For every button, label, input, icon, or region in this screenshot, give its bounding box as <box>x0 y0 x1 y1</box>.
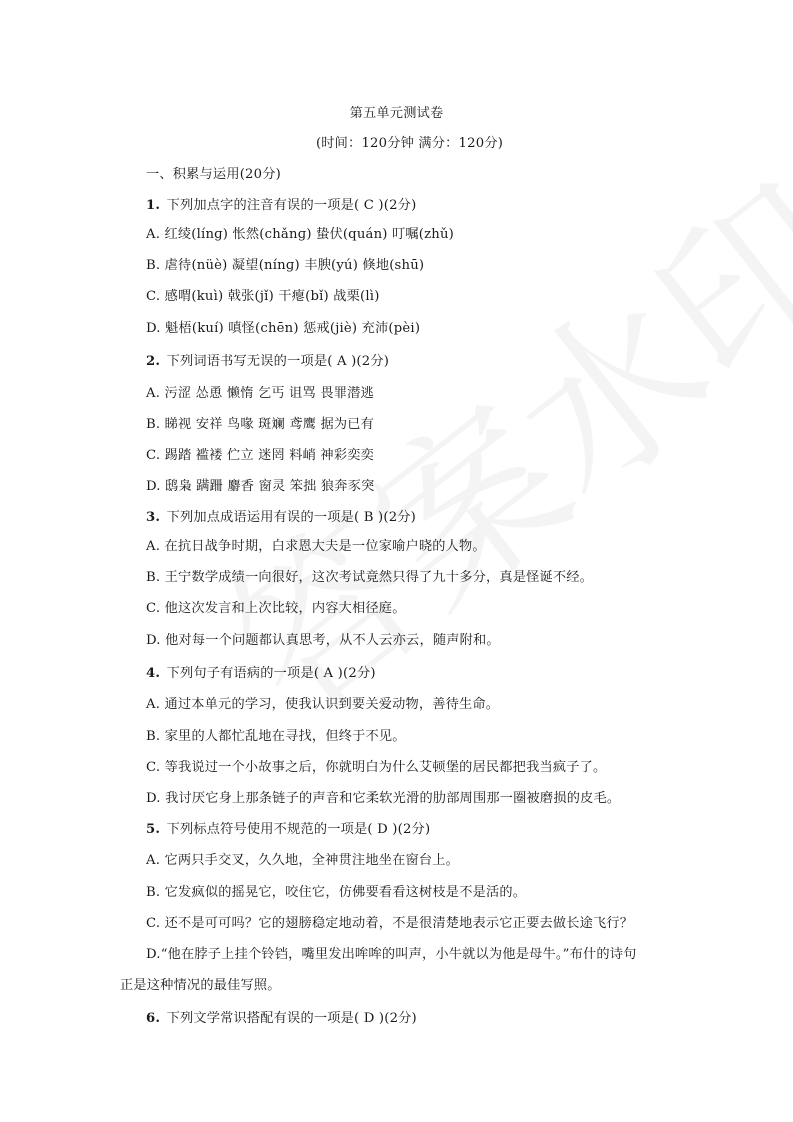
question-4-stem <box>146 665 376 683</box>
q2-option-a: A. 污涩 怂恿 懒惰 乞丐 诅骂 畏罪潜逃 <box>146 386 374 401</box>
question-number: 1. <box>146 198 161 213</box>
q5-option-d-line-1: D.“他在脖子上挂个铃铛，嘴里发出哞哞的叫声，小牛就以为他是母牛。”布什的诗句 <box>146 947 637 962</box>
question-number: 3. <box>146 510 161 525</box>
question-number: 2. <box>146 354 161 369</box>
q3-option-a: A. 在抗日战争时期，白求恩大夫是一位家喻户晓的人物。 <box>146 539 486 554</box>
question-text: 下列标点符号使用不规范的一项是( D )(2分) <box>162 822 431 837</box>
q1-option-b: B. 虐待(nüè) 凝望(nínɡ) 丰腴(yú) 倏地(shū) <box>146 258 425 273</box>
q1-option-a: A. 红绫(línɡ) 怅然(chǎnɡ) 蛰伏(quán) 叮嘱(zhǔ) <box>146 227 455 242</box>
q4-option-c: C. 等我说过一个小故事之后，你就明白为什么艾顿堡的居民都把我当疯子了。 <box>146 760 607 775</box>
q5-option-b: B. 它发疯似的摇晃它，咬住它，仿佛要看看这树枝是不是活的。 <box>146 885 527 900</box>
question-2-stem <box>146 353 389 371</box>
q5-option-a: A. 它两只手交叉，久久地，全神贯注地坐在窗台上。 <box>146 853 460 868</box>
q2-option-b: B. 睇视 安祥 鸟喙 斑斓 鸢鹰 据为已有 <box>146 417 375 432</box>
question-number: 5. <box>146 822 161 837</box>
exam-info: (时间：120分钟 满分：120分) <box>315 136 504 151</box>
q1-option-d: D. 魁梧(kuí) 嗔怪(chēn) 惩戒(jiè) 充沛(pèi) <box>146 321 421 336</box>
q4-option-a: A. 通过本单元的学习，使我认识到要关爱动物，善待生命。 <box>146 697 500 712</box>
question-text: 下列词语书写无误的一项是( A )(2分) <box>162 354 390 369</box>
page-title: 第五单元测试卷 <box>349 106 444 121</box>
q2-option-d: D. 鸱枭 蹒跚 麝香 窗灵 笨拙 狼奔豕突 <box>146 479 375 494</box>
question-number: 6. <box>146 1011 161 1026</box>
question-text: 下列加点字的注音有误的一项是( C )(2分) <box>162 198 417 213</box>
question-5-stem <box>146 821 430 839</box>
question-text: 下列加点成语运用有误的一项是( B )(2分) <box>162 510 417 525</box>
question-3-stem <box>146 509 416 527</box>
q1-option-c: C. 感喟(kuì) 戟张(jǐ) 干瘪(bǐ) 战栗(lì) <box>146 289 380 304</box>
q5-option-d-line-2: 正是这种情况的最佳写照。 <box>120 978 281 993</box>
section-heading: 一、积累与运用(20分) <box>146 167 281 182</box>
question-text: 下列句子有语病的一项是( A )(2分) <box>162 666 376 681</box>
q4-option-d: D. 我讨厌它身上那条链子的声音和它柔软光滑的肋部周围那一圈被磨损的皮毛。 <box>146 791 621 806</box>
q5-option-c: C. 还不是可可吗？它的翅膀稳定地动着，不是很清楚地表示它正要去做长途飞行？ <box>146 916 634 931</box>
question-number: 4. <box>146 666 161 681</box>
q3-option-d: D. 他对每一个问题都认真思考，从不人云亦云，随声附和。 <box>146 633 500 648</box>
question-text: 下列文学常识搭配有误的一项是( D )(2分) <box>162 1011 417 1026</box>
question-1-stem <box>146 197 416 215</box>
q4-option-b: B. 家里的人都忙乱地在寻找，但终于不见。 <box>146 729 406 744</box>
q3-option-c: C. 他这次发言和上次比较，内容大相径庭。 <box>146 601 406 616</box>
question-6-stem <box>146 1010 417 1028</box>
q3-option-b: B. 王宁数学成绩一向很好，这次考试竟然只得了九十多分，真是怪诞不经。 <box>146 570 594 585</box>
q2-option-c: C. 踢踏 褴褛 伫立 迷罔 料峭 神彩奕奕 <box>146 448 374 463</box>
